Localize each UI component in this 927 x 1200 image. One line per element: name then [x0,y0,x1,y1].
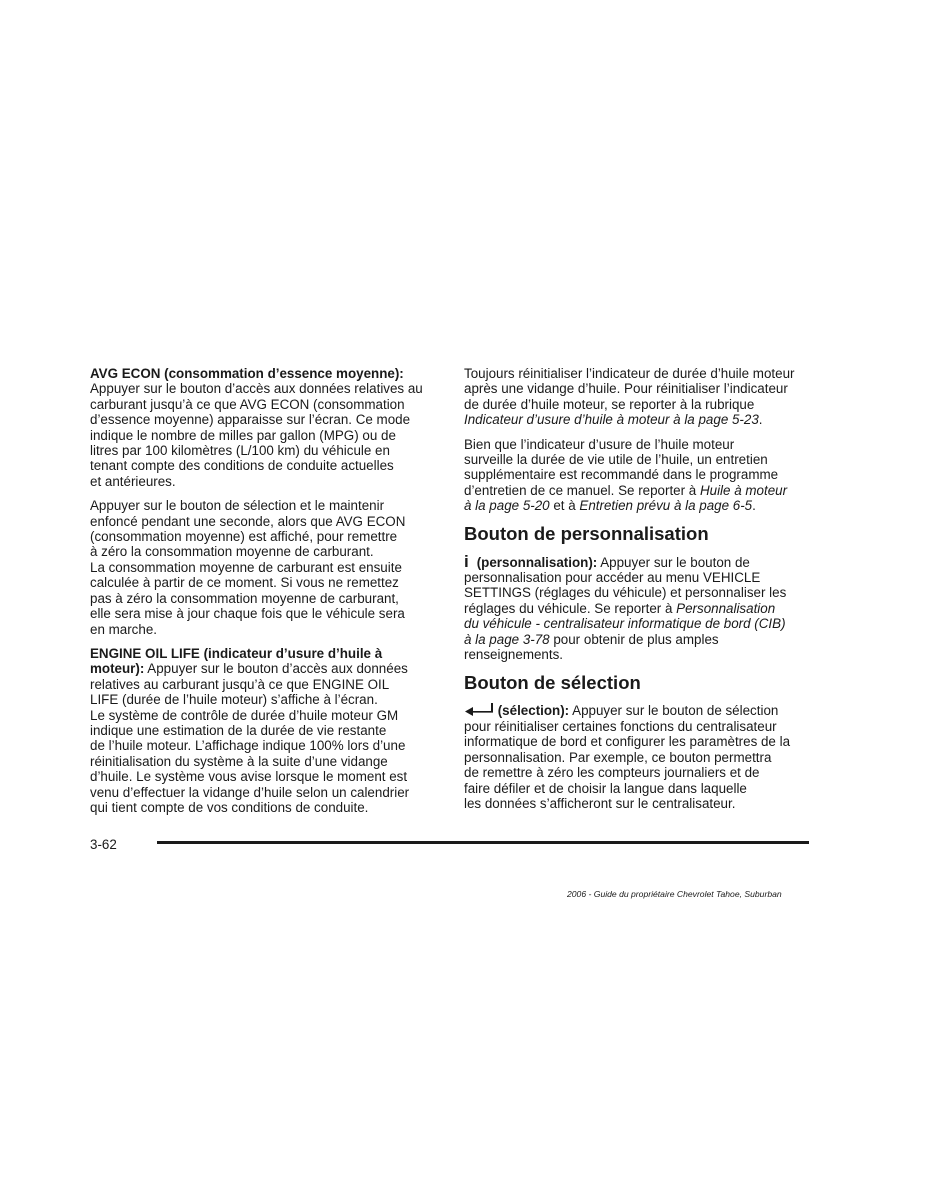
avg-econ-section [90,366,435,489]
selection-label: (sélection): [494,702,570,718]
engine-oil-line: qui tient compte de vos conditions de conduite. [90,799,369,815]
footer-divider [157,841,809,844]
selection-paragraph [464,703,809,812]
personalization-line: personnalisation pour accéder au menu VEHICLE [464,570,761,586]
vehicle-personalization-page-link[interactable]: à la page 3-78 [464,631,550,647]
reset-line: Appuyer sur le bouton de sélection et le maintenir [90,498,385,514]
personalization-line [464,632,809,647]
reset-line: en marche. [90,621,157,637]
engine-oil-line: réinitialisation du système à la suite d’une vidange [90,753,388,769]
personalization-text: Appuyer sur le bouton de [597,554,750,570]
oil-reset-line: Toujours réinitialiser l’indicateur de durée d’huile moteur [464,366,795,381]
oil-note-mid: et à [549,498,580,514]
selection-text: Appuyer sur le bouton de sélection [569,702,779,718]
vehicle-personalization-reference-link[interactable]: du véhicule - centralisateur informatique de bord (CIB) [464,616,786,632]
personalization-text: réglages du véhicule. Se reporter à [464,600,677,616]
reset-line: elle sera mise à jour chaque fois que le véhicule sera [90,606,405,622]
selection-line: de remettre à zéro les compteurs journaliers et de [464,765,760,781]
reset-line: enfoncé pendant une seconde, alors que AVG ECON [90,513,406,529]
engine-oil-line: relatives au carburant jusqu’à ce que ENGINE OIL [90,676,390,692]
reset-line: à zéro la consommation moyenne de carburant. [90,544,374,560]
oil-reset-line: après une vidange d’huile. Pour réinitialiser l’indicateur [464,381,788,397]
avg-econ-line: carburant jusqu’à ce que AVG ECON (consommation [90,396,405,412]
engine-oil-reference-page-link[interactable]: à la page 5-20 [464,498,550,514]
engine-oil-line: indique une estimation de la durée de vie restante [90,722,387,738]
engine-oil-line: LIFE (durée de l’huile moteur) s’affiche à l’écran. [90,692,378,708]
avg-econ-line: litres par 100 kilomètres (L/100 km) du véhicule en [90,443,390,459]
right-column [464,366,809,811]
oil-life-note-paragraph [464,437,809,514]
oil-reset-line: de durée d’huile moteur, se reporter à la rubrique [464,396,755,412]
avg-econ-line: d’essence moyenne) apparaisse sur l’écran. Ce mode [90,412,411,428]
reset-line: pas à zéro la consommation moyenne de carburant, [90,590,399,606]
avg-econ-heading: AVG ECON (consommation d’essence moyenne): [90,366,404,381]
personalization-line: renseignements. [464,647,563,663]
oil-indicator-reference-link[interactable]: Indicateur d’usure d’huile à moteur à la page 5-23 [464,412,759,428]
selection-line: faire défiler et de choisir la langue dans laquelle [464,780,747,796]
selection-line [464,703,809,719]
scheduled-maintenance-reference-link[interactable]: Entretien prévu à la page 6-5 [579,498,753,514]
selection-button-title: Bouton de sélection [464,671,641,693]
document-title-footer: 2006 - Guide du propriétaire Chevrolet Tahoe, Suburban [567,889,782,899]
personalization-paragraph [464,551,809,663]
personalization-line: SETTINGS (réglages du véhicule) et personnaliser les [464,585,787,601]
engine-oil-heading: ENGINE OIL LIFE (indicateur d’usure d’huile à [90,645,383,661]
personalization-text: pour obtenir de plus amples [549,631,719,647]
personalization-line [464,551,809,571]
personalization-button-title: Bouton de personnalisation [464,522,709,544]
reset-line: La consommation moyenne de carburant est ensuite [90,559,402,575]
oil-note-line: Bien que l’indicateur d’usure de l’huile moteur [464,436,735,452]
oil-note-end: . [752,498,756,514]
engine-oil-line: venu d’effectuer la vidange d’huile selon un calendrier [90,784,410,800]
reset-line: (consommation moyenne) est affiché, pour remettre [90,529,398,545]
oil-reset-end: . [758,412,763,428]
page-number: 3-62 [90,837,117,852]
selection-line: les données s’afficheront sur le centralisateur. [464,795,736,811]
engine-oil-life-section [90,646,435,815]
engine-oil-heading-rest: Appuyer sur le bouton d’accès aux données [144,661,408,677]
engine-oil-line: de l’huile moteur. L’affichage indique 100% lors d’une [90,738,406,754]
engine-oil-line: d’huile. Le système vous avise lorsque le moment est [90,769,408,785]
selection-line: informatique de bord et configurer les paramètres de la [464,734,791,750]
reset-line: calculée à partir de ce moment. Si vous ne remettez [90,575,399,591]
engine-oil-heading-bold: moteur): [90,661,145,677]
avg-econ-line: Appuyer sur le bouton d’accès aux données relatives au [90,381,423,397]
avg-econ-line: tenant compte des conditions de conduite actuelles [90,458,394,474]
oil-reset-ref-line [464,412,809,427]
selection-line: pour réinitialiser certaines fonctions du centralisateur [464,718,777,734]
engine-oil-line: Le système de contrôle de durée d’huile moteur GM [90,707,399,723]
personalization-line [464,601,809,616]
avg-econ-line: et antérieures. [90,473,176,489]
engine-oil-reference-link[interactable]: Huile à moteur [699,482,788,498]
personalization-line [464,616,809,631]
oil-reset-paragraph [464,366,809,428]
left-column [90,366,435,815]
avg-econ-reset-paragraph [90,498,435,637]
oil-note-line: supplémentaire est recommandé dans le programme [464,467,779,483]
oil-note-line: surveille la durée de vie utile de l’huile, un entretien [464,452,768,468]
oil-note-line [464,483,809,498]
oil-note-line [464,498,809,513]
personalization-label: (personnalisation): [473,554,598,570]
selection-line: personnalisation. Par exemple, ce bouton permettra [464,749,772,765]
engine-oil-heading-line2 [90,661,435,676]
vehicle-personalization-reference-link[interactable]: Personnalisation [676,600,776,616]
avg-econ-line: indique le nombre de milles par gallon (MPG) ou de [90,427,396,443]
info-icon: i [464,551,469,571]
enter-arrow-icon [464,703,494,719]
oil-note-text: d’entretien de ce manuel. Se reporter à [464,482,700,498]
